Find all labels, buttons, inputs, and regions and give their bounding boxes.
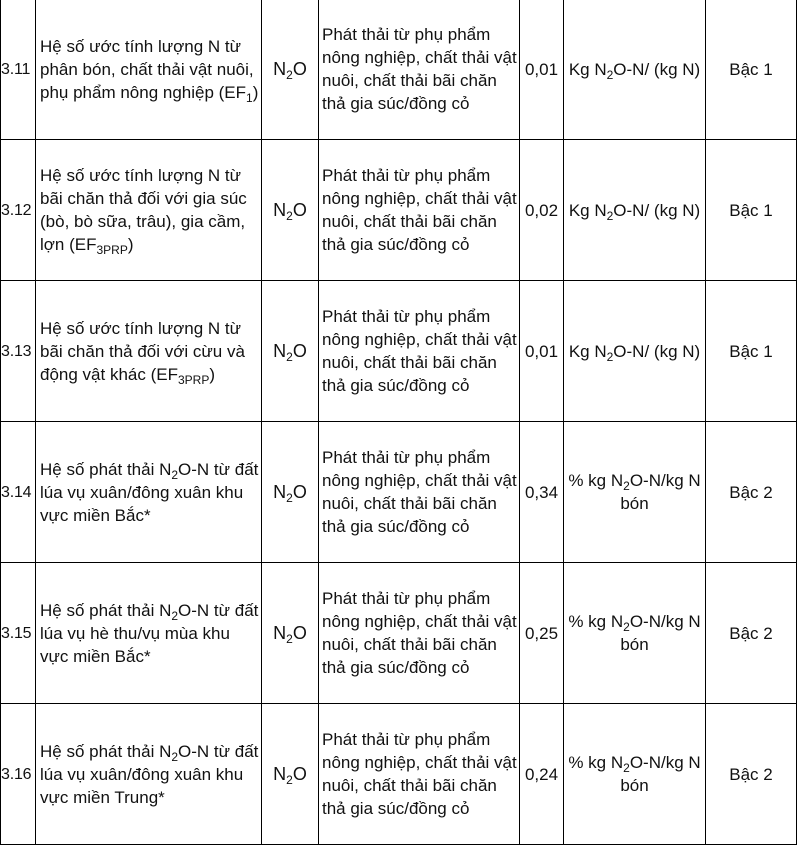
table-row xyxy=(1,140,797,281)
tier-cell: Bậc 2 xyxy=(706,563,797,704)
gas-cell: $N_2O$ xyxy=(262,563,319,704)
unit-cell: % kg $N_2O-N/kg$ N bón xyxy=(564,704,706,845)
row-id-cell: 3.11 xyxy=(1,0,36,140)
unit-cell: Kg $N_2O-N/$ (kg N) xyxy=(564,0,706,140)
emission-source-cell: Phát thải từ phụ phẩm nông nghiệp, chất thải vật nuôi, chất thải bãi chăn thả gia súc/đồng cỏ xyxy=(319,704,520,845)
row-id-cell: 3.15 xyxy=(1,563,36,704)
table-row xyxy=(1,563,797,704)
factor-name-cell: Hệ số phát thải $N_2O-N$ từ đất lúa vụ xuân/đông xuân khu vực miền Trung* xyxy=(36,704,262,845)
gas-cell: $N_2O$ xyxy=(262,281,319,422)
emission-source-cell: Phát thải từ phụ phẩm nông nghiệp, chất thải vật nuôi, chất thải bãi chăn thả gia súc/đồng cỏ xyxy=(319,563,520,704)
tier-cell: Bậc 1 xyxy=(706,140,797,281)
unit-cell: Kg $N_2O-N/$ (kg N) xyxy=(564,281,706,422)
table-row xyxy=(1,422,797,563)
row-id-cell: 3.13 xyxy=(1,281,36,422)
gas-cell: $N_2O$ xyxy=(262,0,319,140)
factor-value-cell: 0,01 xyxy=(520,0,564,140)
factor-value-cell: 0,24 xyxy=(520,704,564,845)
row-id-cell: 3.16 xyxy=(1,704,36,845)
table-row xyxy=(1,0,797,140)
unit-cell: Kg $N_2O-N/$ (kg N) xyxy=(564,140,706,281)
factor-value-cell: 0,34 xyxy=(520,422,564,563)
factor-value-cell: 0,02 xyxy=(520,140,564,281)
table-row xyxy=(1,704,797,845)
gas-cell: $N_2O$ xyxy=(262,422,319,563)
factor-name-cell: Hệ số phát thải $N_2O-N$ từ đất lúa vụ xuân/đông xuân khu vực miền Bắc* xyxy=(36,422,262,563)
emission-source-cell: Phát thải từ phụ phẩm nông nghiệp, chất thải vật nuôi, chất thải bãi chăn thả gia súc/đồng cỏ xyxy=(319,422,520,563)
tier-cell: Bậc 2 xyxy=(706,704,797,845)
emission-source-cell: Phát thải từ phụ phẩm nông nghiệp, chất thải vật nuôi, chất thải bãi chăn thả gia súc/đồng cỏ xyxy=(319,281,520,422)
emission-source-cell: Phát thải từ phụ phẩm nông nghiệp, chất thải vật nuôi, chất thải bãi chăn thả gia súc/đồng cỏ xyxy=(319,0,520,140)
row-id-cell: 3.12 xyxy=(1,140,36,281)
unit-cell: % kg $N_2O-N/kg$ N bón xyxy=(564,422,706,563)
factor-value-cell: 0,25 xyxy=(520,563,564,704)
factor-name-cell: Hệ số ước tính lượng N từ phân bón, chất thải vật nuôi, phụ phẩm nông nghiệp $(EF_1)$ xyxy=(36,0,262,140)
factor-name-cell: Hệ số phát thải $N_2O-N$ từ đất lúa vụ hè thu/vụ mùa khu vực miền Bắc* xyxy=(36,563,262,704)
tier-cell: Bậc 1 xyxy=(706,281,797,422)
emission-source-cell: Phát thải từ phụ phẩm nông nghiệp, chất thải vật nuôi, chất thải bãi chăn thả gia súc/đồng cỏ xyxy=(319,140,520,281)
gas-cell: $N_2O$ xyxy=(262,140,319,281)
table-row xyxy=(1,281,797,422)
row-id-cell: 3.14 xyxy=(1,422,36,563)
gas-cell: $N_2O$ xyxy=(262,704,319,845)
factor-value-cell: 0,01 xyxy=(520,281,564,422)
tier-cell: Bậc 2 xyxy=(706,422,797,563)
factor-name-cell: Hệ số ước tính lượng N từ bãi chăn thả đối với gia súc (bò, bò sữa, trâu), gia cầm, lợn $(EF_{3PRP})$ xyxy=(36,140,262,281)
factor-name-cell: Hệ số ước tính lượng N từ bãi chăn thả đối với cừu và động vật khác $(EF_{3PRP})$ xyxy=(36,281,262,422)
unit-cell: % kg $N_2O-N/kg$ N bón xyxy=(564,563,706,704)
tier-cell: Bậc 1 xyxy=(706,0,797,140)
